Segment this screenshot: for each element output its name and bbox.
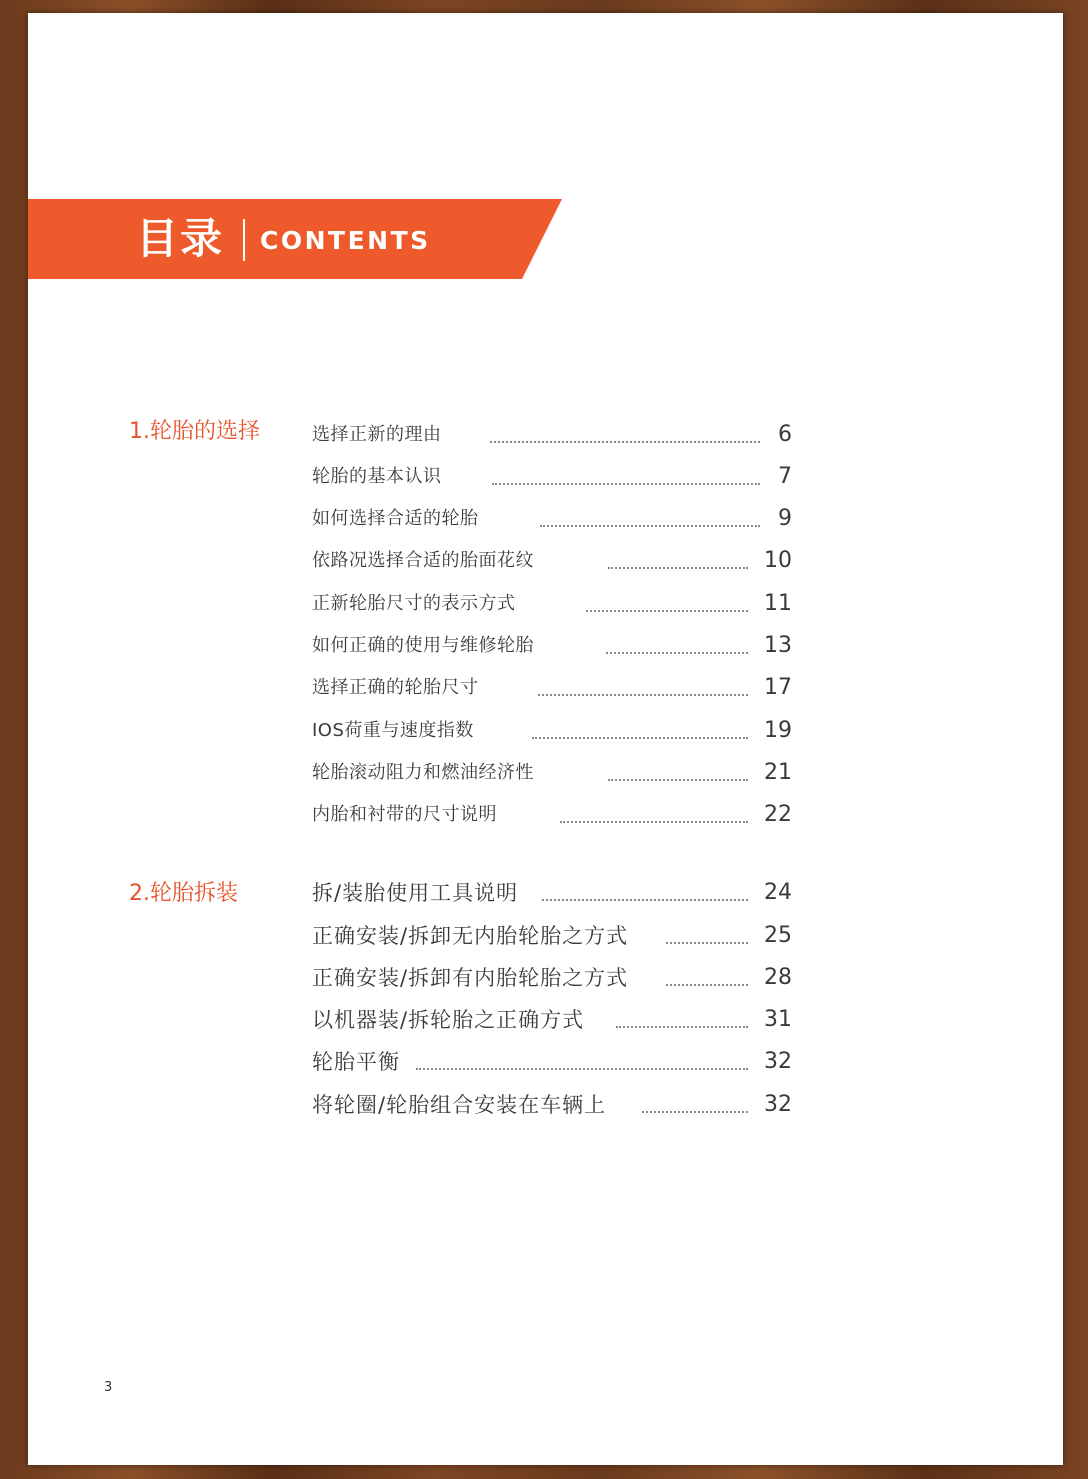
toc-leader-dots bbox=[492, 481, 760, 485]
contents-banner bbox=[28, 199, 562, 279]
toc-entry-page: 6 bbox=[778, 422, 792, 447]
toc-leader-dots bbox=[538, 692, 748, 696]
toc-entry[interactable] bbox=[312, 878, 792, 908]
toc-leader-dots bbox=[532, 735, 748, 739]
toc-entry-title: 以机器装/拆轮胎之正确方式 bbox=[312, 1008, 585, 1032]
toc-entry-page: 7 bbox=[778, 464, 792, 489]
toc-entry-title: 轮胎平衡 bbox=[312, 1050, 400, 1074]
toc-entry-page: 19 bbox=[764, 718, 792, 743]
toc-entry-page: 21 bbox=[764, 760, 792, 785]
toc-entry-title: 内胎和衬带的尺寸说明 bbox=[312, 804, 497, 825]
toc-entry-title: 正确安装/拆卸无内胎轮胎之方式 bbox=[312, 924, 629, 948]
toc-entry-title: 选择正确的轮胎尺寸 bbox=[312, 677, 479, 698]
toc-entry-page: 32 bbox=[764, 1092, 792, 1117]
section-heading: 1.轮胎的选择 bbox=[129, 419, 260, 444]
toc-entry[interactable] bbox=[312, 921, 792, 951]
toc-leader-dots bbox=[642, 1109, 748, 1113]
toc-entry-page: 13 bbox=[764, 633, 792, 658]
toc-entry-title: 选择正新的理由 bbox=[312, 424, 442, 445]
toc-entry-page: 32 bbox=[764, 1049, 792, 1074]
toc-entry[interactable] bbox=[312, 963, 792, 993]
toc-entry[interactable] bbox=[312, 1090, 792, 1120]
toc-entry-page: 9 bbox=[778, 506, 792, 531]
toc-leader-dots bbox=[542, 897, 748, 901]
toc-entry[interactable] bbox=[312, 758, 792, 788]
toc-entry-title: IOS荷重与速度指数 bbox=[312, 720, 474, 741]
toc-entry-title: 正确安装/拆卸有内胎轮胎之方式 bbox=[312, 966, 629, 990]
toc-leader-dots bbox=[666, 940, 748, 944]
toc-entry[interactable] bbox=[312, 504, 792, 534]
toc-entry-title: 拆/装胎使用工具说明 bbox=[312, 881, 519, 905]
section-heading: 2.轮胎拆装 bbox=[129, 881, 238, 906]
toc-entry-title: 轮胎滚动阻力和燃油经济性 bbox=[312, 762, 534, 783]
toc-entry[interactable] bbox=[312, 589, 792, 619]
toc-entry-page: 28 bbox=[764, 965, 792, 990]
toc-entry-page: 11 bbox=[764, 591, 792, 616]
toc-entry-page: 22 bbox=[764, 802, 792, 827]
toc-leader-dots bbox=[560, 819, 748, 823]
toc-entry-title: 将轮圈/轮胎组合安装在车辆上 bbox=[312, 1093, 607, 1117]
toc-leader-dots bbox=[416, 1066, 748, 1070]
toc-entry[interactable] bbox=[312, 631, 792, 661]
toc-leader-dots bbox=[666, 982, 748, 986]
toc-leader-dots bbox=[616, 1024, 748, 1028]
toc-leader-dots bbox=[608, 565, 748, 569]
contents-subtitle: CONTENTS bbox=[260, 226, 431, 255]
toc-entry-title: 轮胎的基本认识 bbox=[312, 466, 442, 487]
toc-entry-title: 如何正确的使用与维修轮胎 bbox=[312, 635, 534, 656]
contents-title: 目录 bbox=[136, 214, 225, 263]
toc-entry-title: 正新轮胎尺寸的表示方式 bbox=[312, 593, 516, 614]
toc-entry[interactable] bbox=[312, 716, 792, 746]
toc-entry[interactable] bbox=[312, 462, 792, 492]
banner-divider bbox=[243, 219, 245, 261]
toc-entry-title: 如何选择合适的轮胎 bbox=[312, 508, 479, 529]
toc-entry[interactable] bbox=[312, 420, 792, 450]
toc-entry[interactable] bbox=[312, 546, 792, 576]
toc-entry[interactable] bbox=[312, 1047, 792, 1077]
toc-entry-title: 依路况选择合适的胎面花纹 bbox=[312, 550, 534, 571]
toc-entry-page: 10 bbox=[764, 548, 792, 573]
toc-leader-dots bbox=[586, 608, 748, 612]
toc-entry-page: 17 bbox=[764, 675, 792, 700]
toc-entry[interactable] bbox=[312, 673, 792, 703]
toc-entry[interactable] bbox=[312, 800, 792, 830]
toc-leader-dots bbox=[540, 523, 760, 527]
toc-leader-dots bbox=[608, 777, 748, 781]
toc-leader-dots bbox=[490, 439, 760, 443]
toc-entry-page: 24 bbox=[764, 880, 792, 905]
document-page bbox=[28, 13, 1063, 1465]
toc-entry-page: 25 bbox=[764, 923, 792, 948]
toc-leader-dots bbox=[606, 650, 748, 654]
page-number: 3 bbox=[104, 1380, 113, 1395]
toc-entry[interactable] bbox=[312, 1005, 792, 1035]
toc-entry-page: 31 bbox=[764, 1007, 792, 1032]
